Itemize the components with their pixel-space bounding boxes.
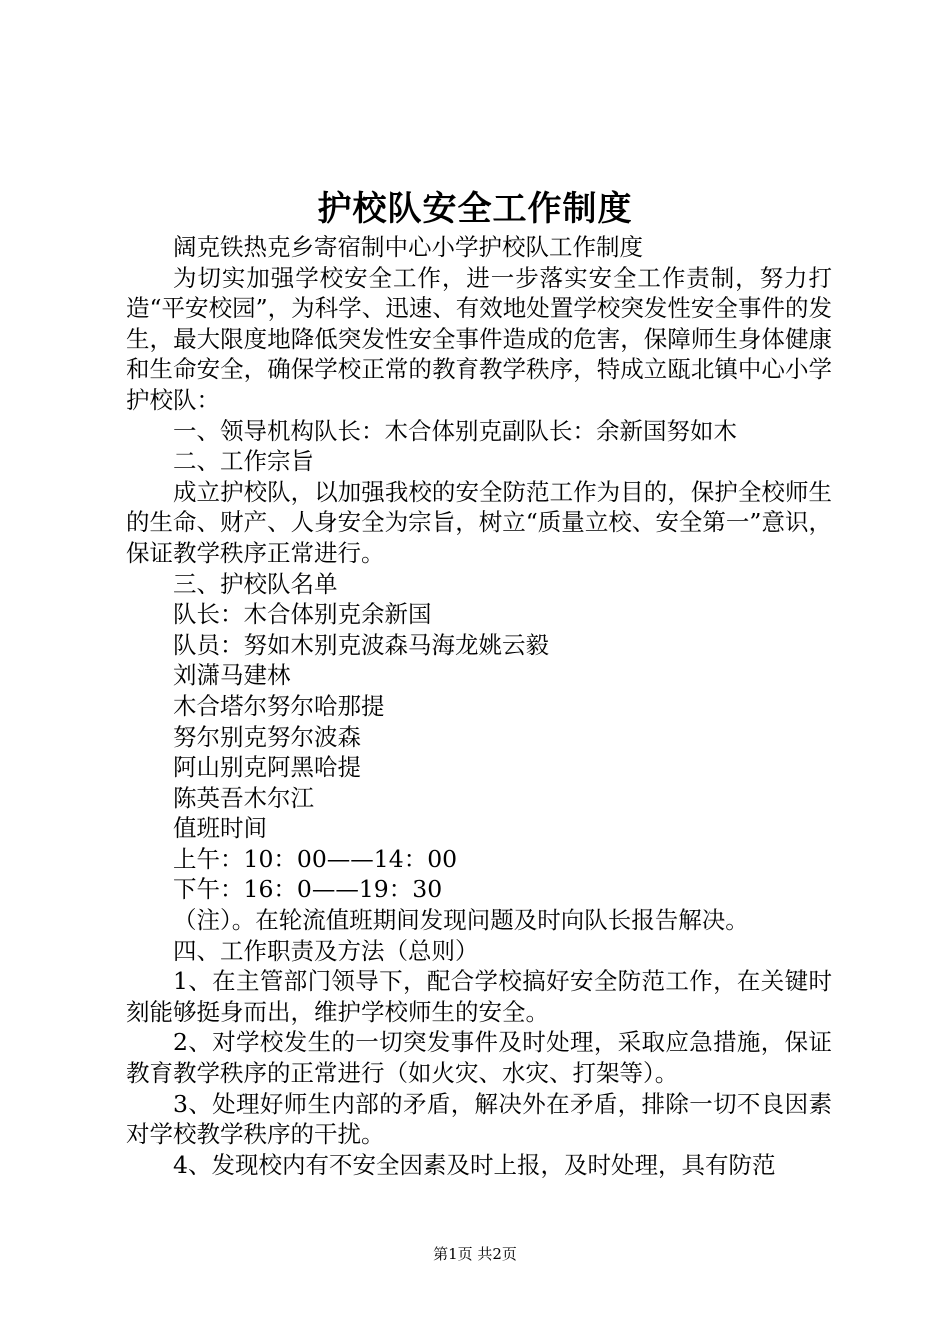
duty-time-morning: 上午：10：00——14：00 xyxy=(173,844,458,873)
duty-time-heading: 值班时间 xyxy=(173,814,267,843)
section-duties-heading: 四、工作职责及方法（总则） xyxy=(173,936,479,965)
duty-item-1: 1、在主管部门领导下，配合学校搞好安全防范工作，在关键时刻能够挺身而出，维护学校师生的安全。 xyxy=(126,967,832,1026)
roster-members-cont-3: 努尔别克努尔波森 xyxy=(173,722,361,751)
page-total: 共2页 xyxy=(477,1245,517,1263)
document-body xyxy=(126,232,832,1180)
page-number: 第1页 xyxy=(433,1245,473,1263)
school-heading-line: 阔克铁热克乡寄宿制中心小学护校队工作制度 xyxy=(173,233,643,261)
purpose-paragraph: 成立护校队，以加强我校的安全防范工作为目的，保护全校师生的生命、财产、人身安全为宗旨，树立“质量立校、安全第一”意识，保证教学秩序正常进行。 xyxy=(126,477,832,567)
duty-item-3: 3、处理好师生内部的矛盾，解决外在矛盾，排除一切不良因素对学校教学秩序的干扰。 xyxy=(126,1089,832,1149)
roster-members-cont-5: 陈英吾木尔江 xyxy=(173,783,314,812)
roster-members-cont-1: 刘潇马建林 xyxy=(173,661,291,690)
section-leadership: 一、领导机构队长：木合体别克副队长：余新国努如木 xyxy=(173,416,737,445)
duty-time-afternoon: 下午：16：0——19：30 xyxy=(173,875,443,904)
roster-members-cont-2: 木合塔尔努尔哈那提 xyxy=(173,691,385,720)
roster-captain: 队长：木合体别克余新国 xyxy=(173,600,432,629)
section-purpose-heading: 二、工作宗旨 xyxy=(173,447,314,476)
roster-members-cont-4: 阿山别克阿黑哈提 xyxy=(173,753,361,782)
roster-members: 队员：努如木别克波森马海龙姚云毅 xyxy=(173,630,549,659)
page-footer xyxy=(0,1244,950,1264)
section-roster-heading: 三、护校队名单 xyxy=(173,569,338,598)
duty-note: （注）。在轮流值班期间发现问题及时向队长报告解决。 xyxy=(173,906,749,935)
document-title: 护校队安全工作制度 xyxy=(317,189,633,229)
duty-item-4: 4、发现校内有不安全因素及时上报，及时处理，具有防范 xyxy=(173,1150,776,1179)
duty-item-2: 2、对学校发生的一切突发事件及时处理，采取应急措施，保证教育教学秩序的正常进行（如火灾、水灾、打架等）。 xyxy=(126,1028,832,1088)
intro-paragraph: 为切实加强学校安全工作，进一步落实安全工作责制，努力打造“平安校园”，为科学、迅速、有效地处置学校突发性安全事件的发生，最大限度地降低突发性安全事件造成的危害，保障师生身体健康和生命安全，确保学校正常的教育教学秩序，特成立瓯北镇中心小学护校队： xyxy=(126,263,832,414)
